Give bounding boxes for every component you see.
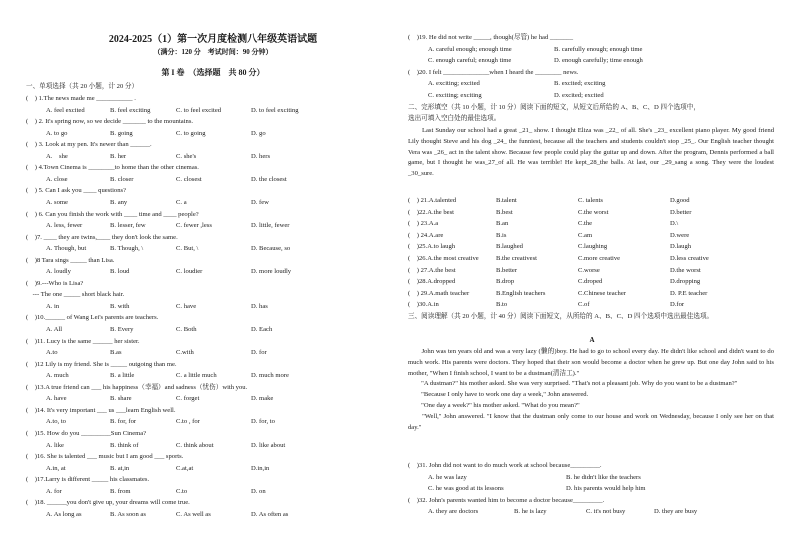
passage-paragraph: "A dustman?" his mother asked. She was very surprised. "That's not a pleasant job. Why do you want to be a dustman?"	[408, 380, 738, 388]
cloze-option: B.better	[496, 266, 518, 274]
option-text: D. little, fewer	[251, 222, 290, 230]
option-text: C. a little much	[176, 372, 217, 380]
option-text: B. As soon as	[110, 510, 146, 518]
option-text: C. Both	[176, 326, 197, 333]
option-text: D. has	[251, 302, 268, 310]
exam-title: 2024-2025（1）第一次月度检测八年级英语试题	[108, 34, 318, 45]
cloze-option: C.of	[578, 301, 590, 309]
option-text: D. enough carefully; time enough	[554, 57, 643, 64]
question-stem: ( ) 3. Look at my pen. It's newer than ______.	[26, 141, 152, 149]
option-text: C. to feel excited	[176, 106, 222, 114]
cloze-option: B.the creativest	[496, 255, 538, 262]
cloze-option: ( ) 29.A.math teacher	[408, 289, 470, 297]
option-text: A. much	[46, 372, 69, 380]
option-text: C. enough careful; enough time	[428, 57, 512, 64]
cloze-option: ( )25.A.to laugh	[408, 243, 456, 251]
question-stem: ( )17.Larry is different _____ his classmates.	[26, 476, 150, 484]
option-text: B. he is lazy	[514, 508, 547, 515]
question-stem: ( )31. John did not want to do much work at school because_________.	[408, 462, 602, 469]
cloze-passage: Last Sunday our school had a great _21_ show. I thought Eliza was _22_ of all. She's _23_ excellent piano player. My good friend Lily thought Steve and his dog _24_ the funniest, because all the teachers and students couldn't stop _25_. Our English teacher thought Vera was _26_ act in the talent show. Because few people could play the guitar up and down. After the program, Dennis performed a ball game, but I thought he was_27_of all. He was terrible! He kept_28_the balls. At last, our _29_sang a song. They were the loudest _30_sure.	[408, 127, 774, 178]
option-text: A. for	[46, 487, 62, 495]
option-text: B. he didn't like the teachers	[566, 473, 641, 481]
cloze-option: C. talents	[578, 197, 603, 204]
question-stem: ( )19. He did not write _____, though(尽管) he had _______	[408, 34, 574, 41]
option-text: C. to going	[176, 129, 206, 137]
cloze-option: B.best	[496, 208, 513, 216]
question-stem: --- The one _____ short black hair.	[26, 291, 125, 299]
exam-subtitle: （满分：120 分 考试时间：90 分钟）	[153, 48, 273, 56]
option-text: B. closer	[110, 175, 134, 183]
cloze-option: C.laughing	[578, 243, 608, 251]
question-stem: ( ) 1.The news made me ___________ .	[26, 95, 136, 102]
option-text: C.to	[176, 487, 188, 495]
section2-heading-line2: 选出可填入空白处的最佳选项。	[408, 115, 501, 122]
cloze-option: C.worse	[578, 266, 600, 274]
cloze-option: B.talent	[496, 197, 517, 204]
question-stem: ( )7. ____ they are twins,____ they don't look the same.	[26, 233, 178, 241]
cloze-option: B.to	[496, 301, 508, 309]
option-text: D.in,in	[251, 464, 270, 472]
option-text: D. the closest	[251, 175, 287, 183]
option-text: D. few	[251, 198, 269, 206]
option-text: C. she's	[176, 152, 197, 160]
question-stem: ( )10.______ of Wang Lei's parents are teachers.	[26, 314, 159, 322]
option-text: D. his parents would help him	[566, 485, 646, 492]
question-stem: ( )20. I felt ______________when I heard the ________ news.	[408, 68, 579, 76]
option-text: D. much more	[251, 372, 289, 380]
option-text: A. feel excited	[46, 106, 85, 114]
question-stem: ( )16. She is talented ___ music but I am good ___ sports.	[26, 453, 184, 461]
cloze-option: B.is	[496, 231, 507, 239]
question-stem: ( ) 2. It's spring now, so we decide _______ to the mountains.	[26, 118, 194, 126]
option-text: A.to	[46, 349, 58, 357]
option-text: B. share	[110, 395, 132, 403]
option-text: C. As well as	[176, 510, 211, 518]
cloze-option: D.dropping	[670, 278, 701, 286]
option-text: D. Because, so	[251, 245, 291, 253]
option-text: A. she	[46, 152, 68, 160]
passage-paragraph: "Well," John answered. "I know that the dustman only come to our house and work on Wednesday, because I only see her on that day."	[408, 412, 774, 431]
cloze-option: B.English teachers	[496, 289, 546, 297]
option-text: B. carefully enough; enough time	[554, 45, 643, 53]
question-stem: ( )13.A true friend can ___ his happiness（幸福）and sadness（忧伤）with you.	[26, 383, 248, 391]
cloze-option: C.the worst	[578, 208, 609, 216]
option-text: B. her	[110, 152, 127, 160]
option-text: C. a	[176, 198, 187, 206]
option-text: A.to, to	[46, 418, 66, 426]
passage-paragraph: John was ten years old and was a very lazy (懒的)boy. He had to go to school every day. He didn't like school and didn't want to do much work. His parents were doctors. They hoped that their son would become a doctor when he grew up. But one day John said to his mother, "When I finish school, I want to be a dustman(清洁工)."	[408, 348, 774, 377]
cloze-option: B.drop	[496, 278, 515, 286]
question-stem: ( )32. John's parents wanted him to become a doctor because_________.	[408, 496, 605, 504]
cloze-option: C.Chinese teacher	[578, 289, 626, 297]
option-text: B. Though, \	[110, 245, 144, 253]
reading-passage	[408, 347, 774, 433]
option-text: B. feel exciting	[110, 106, 151, 114]
option-text: D. As often as	[251, 510, 289, 518]
part-heading: 第 I 卷 （选择题 共 80 分）	[161, 68, 265, 77]
option-text: A. loudly	[46, 268, 71, 276]
option-text: D. for	[251, 349, 267, 357]
option-text: A. in	[46, 302, 60, 310]
cloze-option: ( )28.A.dropped	[408, 278, 456, 286]
cloze-option: D.were	[670, 231, 690, 239]
question-stem: ( )14. It's very important ___ us ___learn English well.	[26, 406, 176, 414]
option-text: C. closest	[176, 175, 202, 183]
cloze-option: ( ) 27.A.the best	[408, 266, 456, 274]
option-text: C. But, \	[176, 245, 199, 253]
cloze-option: D. P.E teacher	[670, 289, 708, 297]
option-text: A. less, fewer	[46, 222, 83, 230]
cloze-option: ( )22.A.the best	[408, 208, 454, 216]
passage-paragraph: "One day a week?" his mother asked. "What do you mean?"	[408, 401, 580, 409]
question-stem: ( )11. Lucy is the same ______ her sister.	[26, 337, 140, 345]
cloze-option: ( ) 21.A.talented	[408, 197, 457, 204]
option-text: B. excited; exciting	[554, 80, 606, 87]
passage-paragraph: "Because I only have to work one day a week," John answered.	[408, 391, 589, 399]
option-text: A. As long as	[46, 510, 82, 518]
cloze-option: D.\	[670, 220, 679, 228]
option-text: A. Though, but	[46, 245, 87, 253]
option-text: A. close	[46, 175, 68, 183]
question-stem: ( )9.---Who is Lisa?	[26, 279, 84, 287]
option-text: C. fewer ,less	[176, 222, 212, 230]
cloze-option: ( ) 23.A.a	[408, 220, 439, 228]
option-text: C.to , for	[176, 418, 200, 426]
option-text: D. like about	[251, 441, 286, 449]
option-text: C. loudier	[176, 268, 203, 276]
question-stem: ( )15. How do you _________Sun Cinema?	[26, 429, 147, 437]
option-text: B. going	[110, 129, 133, 137]
cloze-option: ( ) 24.A.are	[408, 231, 444, 239]
question-stem: ( ) 5. Can I ask you ____ questions?	[26, 187, 126, 195]
cloze-option: D.better	[670, 208, 692, 216]
question-stem: ( ) 4.Town Cinema is ________to home than the other cinemas.	[26, 164, 199, 172]
option-text: A. careful enough; enough time	[428, 45, 512, 53]
option-text: C. have	[176, 302, 197, 310]
option-text: B. from	[110, 487, 131, 495]
cloze-option: D.laugh	[670, 243, 692, 251]
option-text: B. with	[110, 302, 130, 310]
option-text: B. for, for	[110, 418, 137, 426]
option-text: B. a little	[110, 372, 135, 380]
option-text: D. on	[251, 487, 266, 495]
option-text: B.as	[110, 349, 122, 357]
option-text: A.in, at	[46, 464, 66, 472]
option-text: A. he was lazy	[428, 473, 467, 481]
cloze-option: C.the	[578, 220, 593, 228]
option-text: A. like	[46, 441, 64, 449]
option-text: A. to go	[46, 129, 68, 137]
option-text: B. lesser, few	[110, 222, 146, 230]
option-text: C. exciting; exciting	[428, 91, 482, 99]
option-text: D. go	[251, 129, 266, 137]
option-text: C. it's not busy	[586, 508, 626, 515]
cloze-option: ( )26.A.the most creative	[408, 255, 479, 262]
option-text: C.at,at	[176, 464, 194, 472]
section1-heading: 一、单项选择（共 20 小题，计 20 分）	[26, 83, 139, 90]
option-text: A. have	[46, 395, 67, 403]
option-text: C.with	[176, 349, 194, 357]
section2-heading: 二、完形填空（共 10 小题，计 10 分）阅读下面的短文，从短文后所给的 A、B、C、D 四个选项中，	[408, 104, 700, 111]
question-stem: ( )12 Lily is my friend. She is _____ outgoing than me.	[26, 360, 177, 368]
option-text: D. hers	[251, 152, 271, 160]
cloze-option: C.more creative	[578, 255, 621, 262]
option-text: D. for, to	[251, 418, 275, 426]
cloze-option: D.good	[670, 197, 690, 204]
question-stem: ( ) 6. Can you finish the work with ____ time and ____ people?	[26, 210, 199, 218]
cloze-option: D.the worst	[670, 266, 701, 274]
question-stem: ( )8 Tara sings _____ than Lisa.	[26, 256, 115, 264]
section3-heading: 三、阅读理解（共 20 小题，计 40 分）阅读下面短文，从所给的 A、B、C、D 四个选项中选出最佳选项。	[408, 313, 714, 320]
cloze-option: B.laughed	[496, 243, 523, 251]
option-text: C. he was good at its lessons	[428, 485, 504, 492]
option-text: D. Each	[251, 326, 273, 333]
option-text: B. any	[110, 198, 128, 206]
option-text: B. think of	[110, 441, 139, 449]
option-text: D. excited; excited	[554, 91, 604, 99]
option-text: B. Every	[110, 326, 134, 333]
cloze-option: C.droped	[578, 278, 603, 286]
option-text: C. forget	[176, 395, 200, 403]
cloze-option: ( )30.A.in	[408, 301, 439, 309]
option-text: B. at,in	[110, 464, 130, 472]
cloze-option: D.less creative	[670, 255, 709, 262]
option-text: D. make	[251, 395, 274, 403]
question-stem: ( )18. ______you don't give up, your dreams will come true.	[26, 499, 190, 507]
option-text: C. think about	[176, 441, 214, 449]
option-text: B. loud	[110, 268, 130, 276]
option-text: A. All	[46, 326, 63, 333]
option-text: A. they are doctors	[428, 508, 479, 515]
cloze-option: C.am	[578, 231, 593, 239]
cloze-option: B.an	[496, 220, 509, 228]
cloze-option: D.for	[670, 301, 685, 309]
passage-label: A	[589, 336, 595, 344]
option-text: D. more loudly	[251, 268, 292, 276]
option-text: D. to feel exciting	[251, 106, 299, 114]
option-text: A. exciting; excited	[428, 80, 480, 87]
option-text: D. they are busy	[654, 508, 698, 515]
option-text: A. some	[46, 198, 68, 206]
